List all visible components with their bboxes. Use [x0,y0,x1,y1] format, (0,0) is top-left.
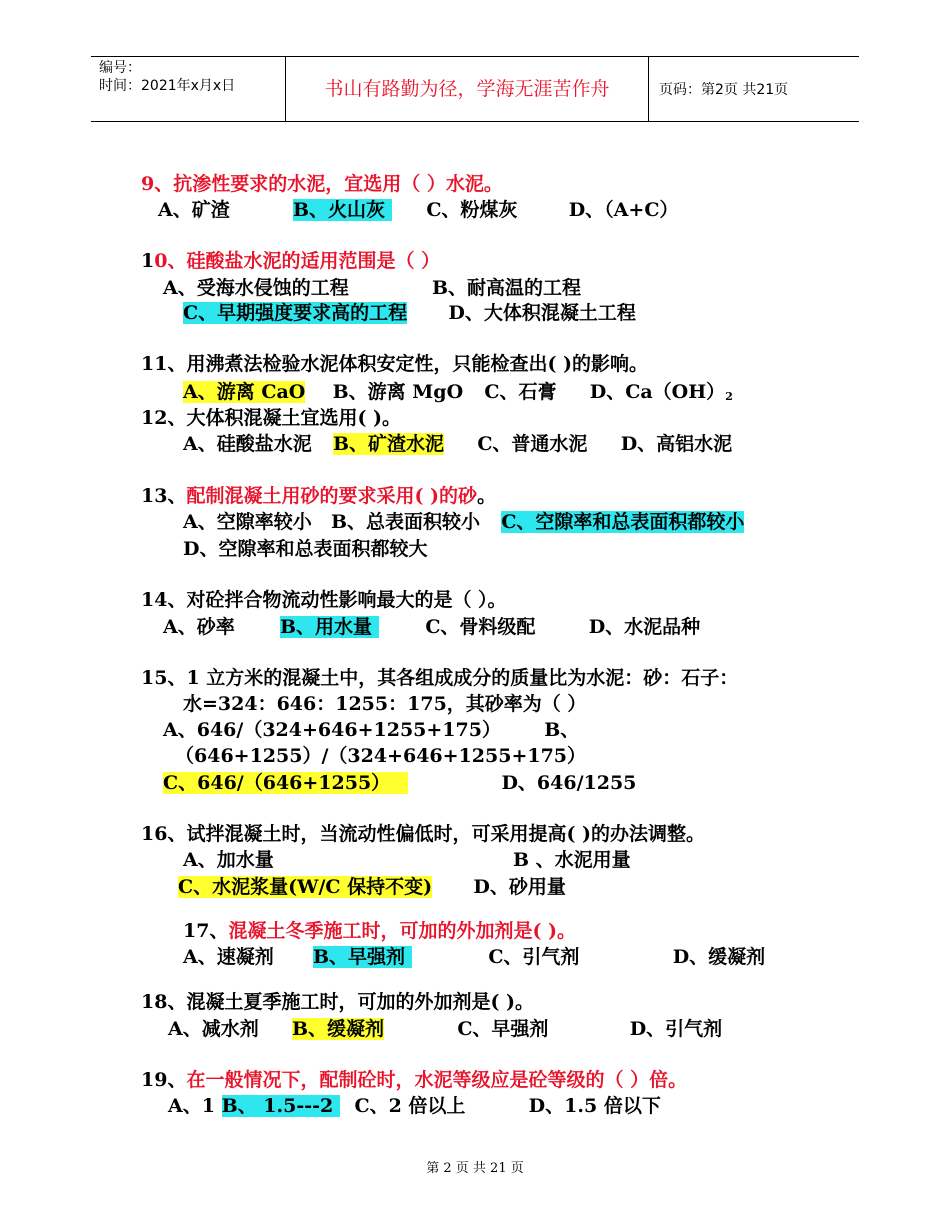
q12-option-a[interactable]: A、硅酸盐水泥 [183,433,312,455]
q18-option-a[interactable]: A、减水剂 [168,1018,259,1040]
q11-option-a[interactable]: A、游离 CaO [183,381,306,403]
q13-stem-end: 。 [477,485,497,507]
q19-stem-text: 在一般情况下，配制砼时，水泥等级应是砼等级的（ ）倍。 [186,1069,688,1091]
page-header [91,56,859,122]
q11-option-c[interactable]: C、石膏 [484,381,557,403]
q10-options-row1 [163,276,581,300]
q14-option-b[interactable]: B、用水量 [280,616,379,638]
q13-option-b[interactable]: B、总表面积较小 [331,511,481,533]
q18-option-b[interactable]: B、缓凝剂 [292,1018,385,1040]
q13-stem [141,484,496,508]
q16-stem: 16、试拌混凝土时，当流动性偏低时，可采用提高( )的办法调整。 [141,823,706,845]
q15-option-b[interactable]: （646+1255）/（324+646+1255+175） [175,745,587,767]
q16-option-d[interactable]: D、砂用量 [473,876,566,898]
q17-options [183,945,765,969]
q16-options-row2 [178,875,566,899]
q15-options-row3 [163,771,636,795]
q14-option-d[interactable]: D、水泥品种 [588,616,701,638]
q17-option-a[interactable]: A、速凝剂 [183,946,274,968]
q10-option-d[interactable]: D、大体积混凝土工程 [448,302,636,324]
q19-option-a[interactable]: A、1 [168,1095,215,1117]
q19-options [168,1094,661,1118]
q13-option-a[interactable]: A、空隙率较小 [183,511,312,533]
q9-option-b[interactable]: B、火山灰 [293,199,392,221]
q14-stem: 14、对砼拌合物流动性影响最大的是（ ）。 [141,589,507,611]
q11-stem: 11、用沸煮法检验水泥体积安定性，只能检查出( )的影响。 [141,353,649,375]
code-label: 编号： [99,60,141,76]
q17-option-d[interactable]: D、缓凝剂 [672,946,766,968]
q19-number: 19、 [141,1069,187,1091]
q12-options [183,432,732,456]
q16-option-a[interactable]: A、加水量 [183,849,274,871]
q9-options [158,198,678,222]
q12-stem: 12、大体积混凝土宜选用( )。 [141,407,402,429]
q18-option-d[interactable]: D、引气剂 [629,1018,723,1040]
q17-stem-text: 混凝土冬季施工时，可加的外加剂是( )。 [228,920,577,942]
q12-option-c[interactable]: C、普通水泥 [477,433,588,455]
q10-number: 1 [141,250,155,272]
q16-option-c[interactable]: C、水泥浆量(W/C 保持不变) [178,876,433,898]
q13-option-c[interactable]: C、空隙率和总表面积都较小 [501,511,745,533]
header-page-info: 页码：第2页 共21页 [659,82,789,98]
q14-options [163,615,700,639]
q17-option-b[interactable]: B、早强剂 [313,946,412,968]
q15-stem-line1: 15、1 立方米的混凝土中，其各组成成分的质量比为水泥：砂：石子： [141,667,739,689]
q10-stem-text: 0、硅酸盐水泥的适用范围是（ ） [154,250,441,272]
q17-number: 17、 [183,920,229,942]
page-footer: 第 2 页 共 21 页 [426,1161,524,1176]
q10-option-b[interactable]: B、耐高温的工程 [432,277,582,299]
q9-option-d[interactable]: D、（A+C） [568,199,679,221]
q9-stem: 9、抗渗性要求的水泥，宜选用（ ）水泥。 [141,173,503,195]
q15-option-d[interactable]: D、646/1255 [501,772,637,794]
q15-options-row1 [163,718,579,742]
q9-option-c[interactable]: C、粉煤灰 [426,199,518,221]
header-meta [91,57,286,121]
q19-option-d[interactable]: D、1.5 倍以下 [528,1095,661,1117]
q12-option-b[interactable]: B、矿渣水泥 [333,433,445,455]
q14-option-a[interactable]: A、砂率 [163,616,235,638]
header-motto: 书山有路勤为径，学海无涯苦作舟 [286,57,649,121]
q15-stem-line2: 水=324：646：1255：175，其砂率为（ ） [183,693,587,715]
q19-option-c[interactable]: C、2 倍以上 [354,1095,466,1117]
q10-options-row2 [183,301,636,325]
q9-option-a[interactable]: A、矿渣 [158,199,230,221]
q11-option-b[interactable]: B、游离 MgO [332,381,464,403]
q17-stem [183,919,576,943]
q13-stem-text: 配制混凝土用砂的要求采用( )的砂 [186,485,478,507]
q19-option-b[interactable]: B、 1.5---2 [221,1095,340,1117]
q11-option-d[interactable]: D、$Ca(OH)_2$ [589,381,733,403]
q18-options [168,1017,722,1041]
q13-number: 13、 [141,485,187,507]
q10-option-a[interactable]: A、受海水侵蚀的工程 [163,277,349,299]
q13-options-row1 [183,510,744,534]
q17-option-c[interactable]: C、引气剂 [488,946,580,968]
q18-option-c[interactable]: C、早强剂 [457,1018,549,1040]
time-label: 时间：2021年x月x日 [99,78,236,94]
q12-option-d[interactable]: D、高铝水泥 [620,433,733,455]
q14-option-c[interactable]: C、骨料级配 [425,616,536,638]
q19-stem [141,1068,687,1092]
q11-options [183,380,733,409]
q16-option-b[interactable]: B 、水泥用量 [513,849,631,871]
q15-option-c[interactable]: C、646/（646+1255） [163,772,408,794]
q13-option-d[interactable]: D、空隙率和总表面积都较大 [183,538,428,560]
q18-stem: 18、混凝土夏季施工时，可加的外加剂是( )。 [141,991,535,1013]
q15-option-b-label[interactable]: B、 [544,719,580,741]
q10-stem [141,249,440,273]
q10-option-c[interactable]: C、早期强度要求高的工程 [183,302,408,324]
q15-option-a[interactable]: A、646/（324+646+1255+175） [163,719,501,741]
